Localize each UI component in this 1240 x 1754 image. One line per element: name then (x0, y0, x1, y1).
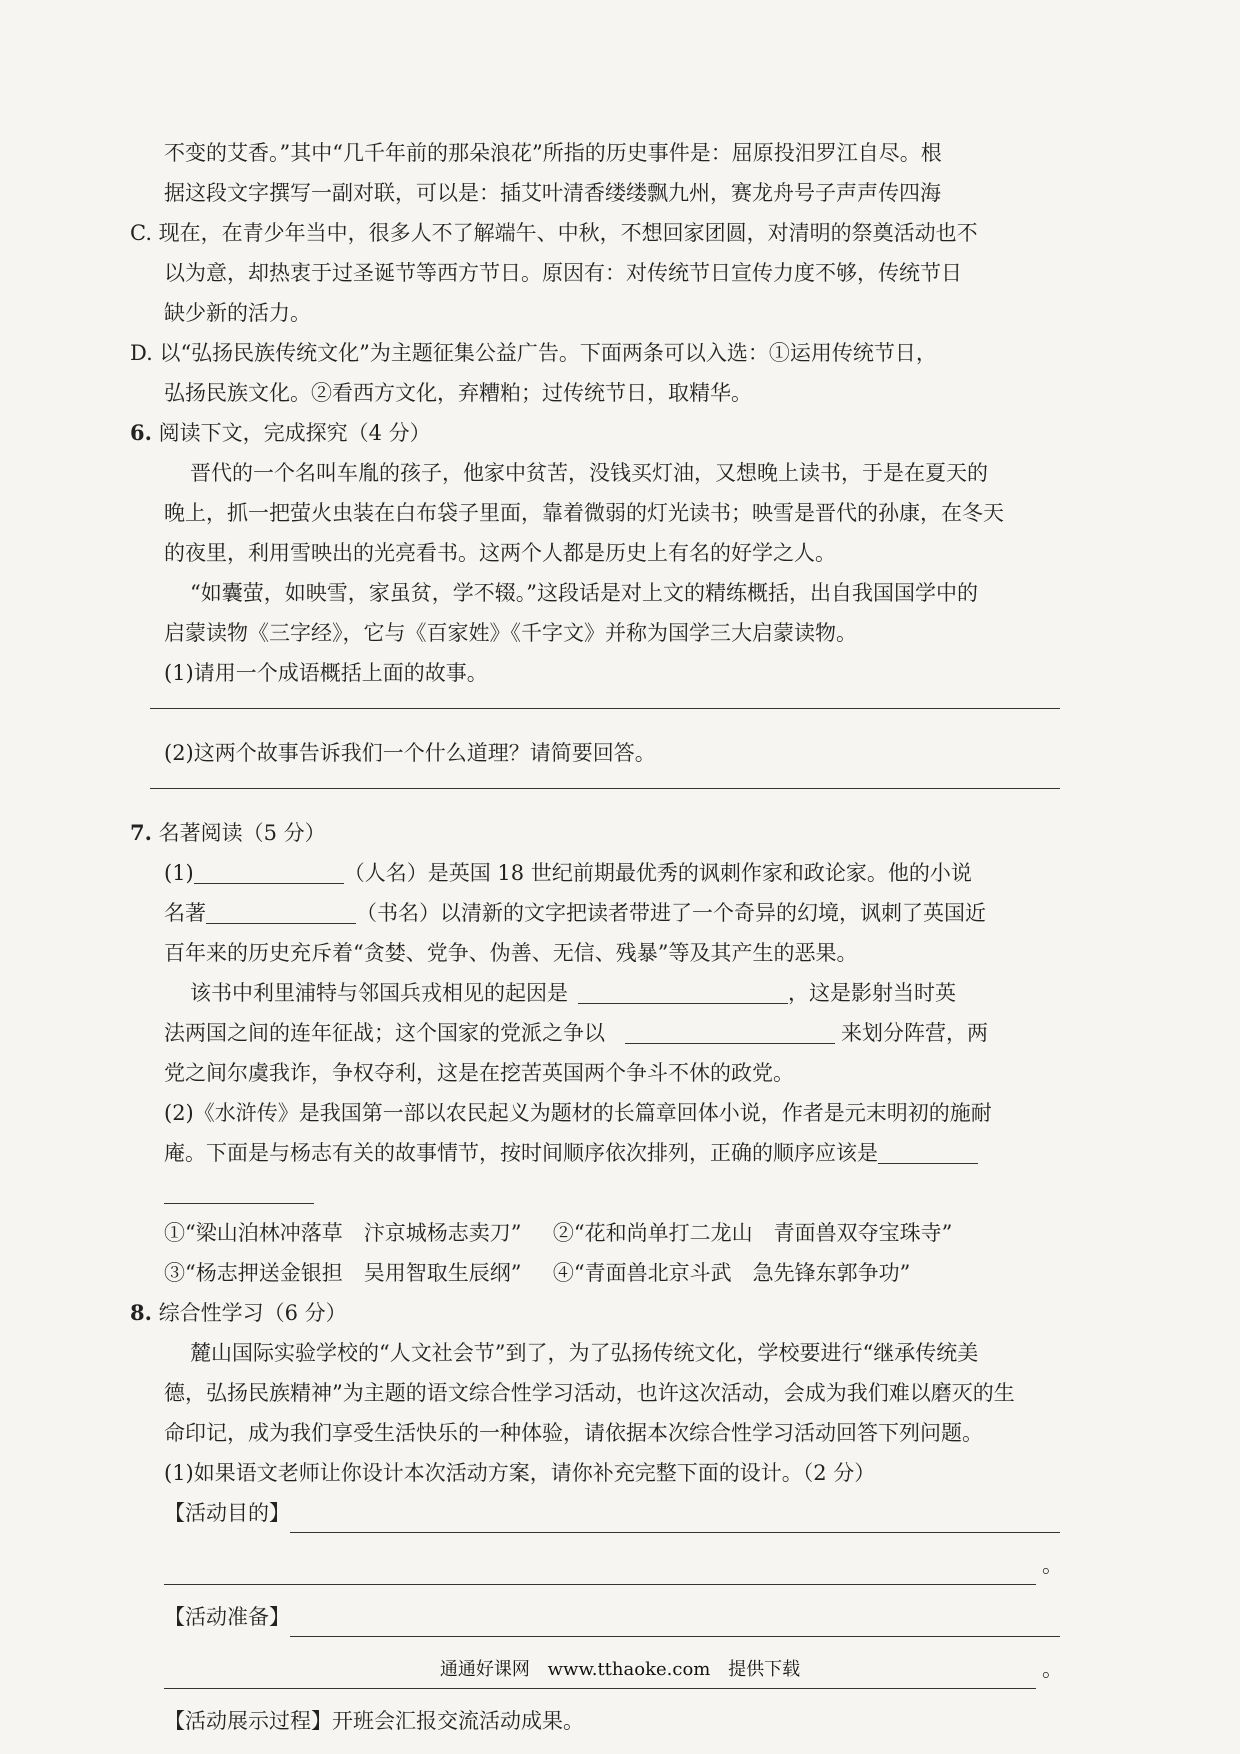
story-option-1: ①“梁山泊林冲落草 汴京城杨志卖刀” (164, 1221, 522, 1245)
q7-options-row (130, 1213, 1060, 1253)
activity-purpose-row-2 (130, 1545, 1063, 1585)
answer-line[interactable] (150, 707, 1060, 709)
question-number: 6. (130, 420, 152, 445)
activity-purpose-line-2[interactable] (164, 1556, 1036, 1585)
q7-text: （人名）是英国 18 世纪前期最优秀的讽刺作家和政论家。他的小说 (343, 861, 972, 885)
q8-subquestion-1: (1)如果语文老师让你设计本次活动方案，请你补充完整下面的设计。（2 分） (164, 1461, 876, 1485)
passage-line: 启蒙读物《三字经》，它与《百家姓》《千字文》并称为国学三大启蒙读物。 (164, 621, 857, 645)
q7-line (130, 1013, 1060, 1053)
q8-passage-line: 命印记，成为我们享受生活快乐的一种体验，请依据本次综合性学习活动回答下列问题。 (164, 1421, 983, 1445)
q7-text: 来划分阵营，两 (841, 1021, 988, 1045)
order-blank[interactable] (878, 1139, 978, 1164)
q8-passage-line: 德，弘扬民族精神”为主题的语文综合性学习活动，也许这次活动，会成为我们难以磨灭的生 (164, 1381, 1015, 1405)
question-6-title (130, 413, 1060, 453)
q7-line (130, 973, 1060, 1013)
order-blank-continued[interactable] (164, 1179, 314, 1204)
story-option-4: ④“青面兽北京斗武 急先锋东郭争功” (552, 1261, 911, 1285)
exam-content (130, 133, 1063, 1741)
footer-site-name: 通通好课网 (439, 1659, 530, 1680)
activity-purpose-label: 【活动目的】 (164, 1501, 290, 1525)
war-cause-blank[interactable] (578, 979, 788, 1004)
q7-line-continued (130, 1173, 1060, 1213)
passage-line: 晚上，抓一把萤火虫装在白布袋子里面，靠着微弱的灯光读书；映雪是晋代的孙康，在冬天 (164, 501, 1004, 525)
q7-text: 法两国之间的连年征战；这个国家的党派之争以 (164, 1021, 605, 1045)
passage-line: 晋代的一个名叫车胤的孩子，他家中贫苦，没钱买灯油，又想晚上读书，于是在夏天的 (190, 461, 988, 485)
activity-purpose-row (130, 1493, 1060, 1533)
page-footer (0, 1655, 1240, 1681)
answer-line[interactable] (150, 787, 1060, 789)
question-number: 7. (130, 820, 152, 845)
q7-line: (2)《水浒传》是我国第一部以农民起义为题材的长篇章回体小说，作者是元末明初的施耐 (164, 1101, 992, 1125)
story-option-2: ②“花和尚单打二龙山 青面兽双夺宝珠寺” (552, 1221, 953, 1245)
q7-text: 庵。下面是与杨志有关的故事情节，按时间顺序依次排列，正确的顺序应该是 (164, 1141, 878, 1165)
question-number: 8. (130, 1300, 152, 1325)
story-option-3: ③“杨志押送金银担 吴用智取生辰纲” (164, 1261, 522, 1285)
q7-line (130, 853, 1060, 893)
option-c-line: 以为意，却热衷于过圣诞节等西方节日。原因有：对传统节日宣传力度不够，传统节日 (164, 261, 962, 285)
subquestion-1: (1)请用一个成语概括上面的故事。 (164, 661, 488, 685)
option-c-line: C. 现在，在青少年当中，很多人不了解端午、中秋，不想回家团圆，对清明的祭奠活动也不 (130, 221, 978, 245)
party-division-blank[interactable] (625, 1019, 835, 1044)
q7-line (130, 1133, 1060, 1173)
q7-line: 百年来的历史充斥着“贪婪、党争、伪善、无信、残暴”等及其产生的恶果。 (164, 941, 858, 965)
question-title: 名著阅读（5 分） (158, 821, 326, 845)
q7-text: ，这是影射当时英 (788, 981, 956, 1005)
activity-show-process: 【活动展示过程】开班会汇报交流活动成果。 (164, 1709, 584, 1733)
q7-text: (1) (164, 861, 194, 885)
q7-text: （书名）以清新的文字把读者带进了一个奇异的幻境，讽刺了英国近 (356, 901, 986, 925)
activity-purpose-line[interactable] (290, 1504, 1060, 1533)
q7-options-row (130, 1253, 1060, 1293)
q7-text: 名著 (164, 901, 206, 925)
question-title: 综合性学习（6 分） (158, 1301, 347, 1325)
activity-prep-label: 【活动准备】 (164, 1605, 290, 1629)
option-d-line: D. 以“弘扬民族传统文化”为主题征集公益广告。下面两条可以入选：①运用传统节日， (130, 341, 937, 365)
q7-line (130, 893, 1060, 933)
question-title: 阅读下文，完成探究（4 分） (158, 421, 431, 445)
option-c-line: 缺少新的活力。 (164, 301, 311, 325)
question-8-title (130, 1293, 1060, 1333)
option-d-line: 弘扬民族文化。②看西方文化，弃糟粕；过传统节日，取精华。 (164, 381, 752, 405)
subquestion-2: (2)这两个故事告诉我们一个什么道理？请简要回答。 (164, 741, 656, 765)
footer-url[interactable]: www.tthaoke.com (547, 1659, 711, 1680)
book-name-blank[interactable] (206, 899, 356, 924)
activity-prep-line[interactable] (290, 1608, 1060, 1637)
period-mark: 。 (1042, 1657, 1063, 1681)
continued-text-line: 不变的艾香。”其中“几千年前的那朵浪花”所指的历史事件是：屈原投汨罗江自尽。根 (164, 141, 942, 165)
question-7-title (130, 813, 1060, 853)
passage-line: 的夜里，利用雪映出的光亮看书。这两个人都是历史上有名的好学之人。 (164, 541, 836, 565)
q7-text: 该书中利里浦特与邻国兵戎相见的起因是 (190, 981, 568, 1005)
author-name-blank[interactable] (194, 859, 344, 884)
activity-prep-row (130, 1597, 1060, 1637)
continued-text-line: 据这段文字撰写一副对联，可以是：插艾叶清香缕缕飘九州，赛龙舟号子声声传四海 (164, 181, 941, 205)
passage-line: “如囊萤，如映雪，家虽贫，学不辍。”这段话是对上文的精练概括，出自我国国学中的 (190, 581, 978, 605)
q8-passage-line: 麓山国际实验学校的“人文社会节”到了，为了弘扬传统文化，学校要进行“继承传统美 (190, 1341, 979, 1365)
footer-note: 提供下载 (728, 1659, 801, 1680)
q7-line: 党之间尔虞我诈，争权夺利，这是在挖苦英国两个争斗不休的政党。 (164, 1061, 794, 1085)
period-mark: 。 (1042, 1553, 1063, 1577)
